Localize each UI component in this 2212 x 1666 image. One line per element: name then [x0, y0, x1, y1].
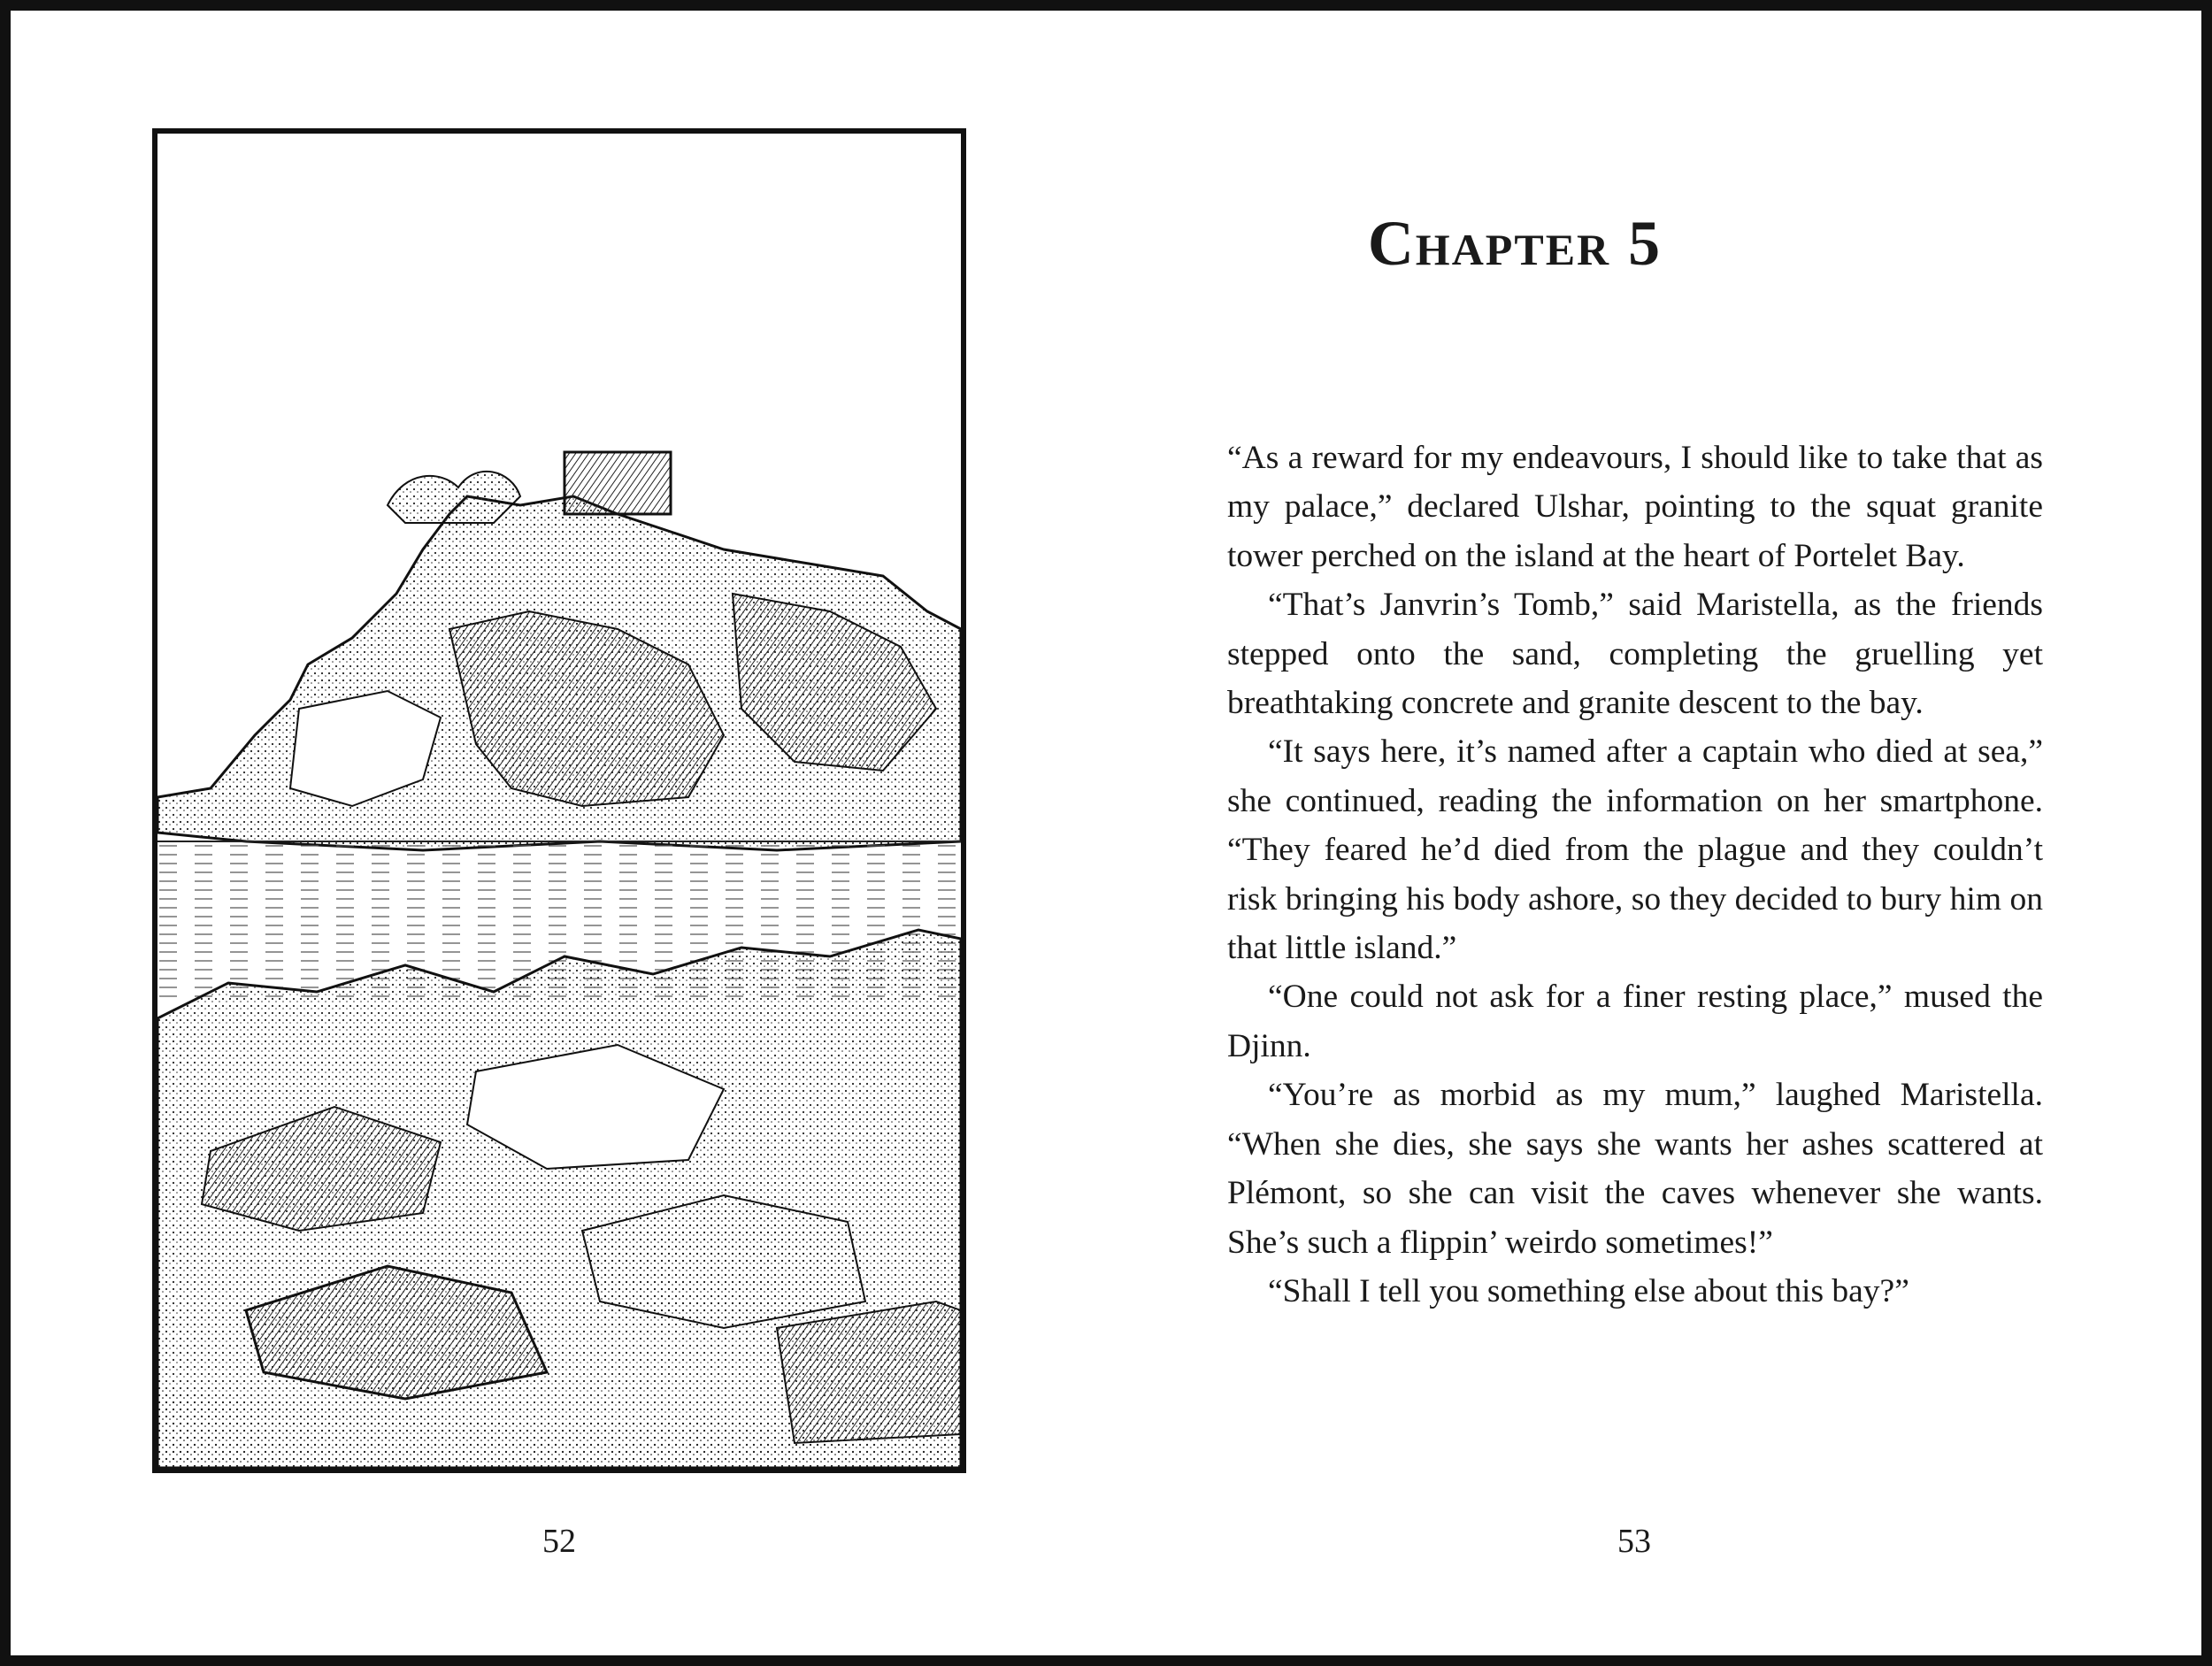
paragraph: “That’s Janvrin’s Tomb,” said Maristella, as the friends stepped onto the sand, completing the gruelling yet breathtaking concrete and granite descent to the bay. — [1227, 587, 2043, 722]
paragraph: “Shall I tell you something else about this bay?” — [1268, 1272, 1909, 1309]
page-number-right: 53 — [1617, 1523, 1651, 1560]
paragraph: “As a reward for my endeavours, I should like to take that as my palace,” declared Ulshar, pointing to the squat granite tower perched on the island at the heart of Portelet Bay. — [1227, 440, 2043, 574]
paragraph: “You’re as morbid as my mum,” laughed Maristella. “When she dies, she says she wants her ashes scattered at Plémont, so she can visit the caves whenever she wants. She’s such a flippin’ weirdo sometimes!” — [1227, 1077, 2043, 1261]
page-number-left: 52 — [542, 1523, 576, 1560]
chapter-title: Chapter 5 — [1367, 208, 1663, 279]
granite-tower — [565, 452, 671, 514]
chapter-body — [1227, 434, 2043, 1316]
paragraph: “One could not ask for a finer resting place,” mused the Djinn. — [1227, 979, 2043, 1064]
ink-drawing — [157, 134, 961, 1468]
island-illustration — [152, 128, 966, 1473]
paragraph: “It says here, it’s named after a captain who died at sea,” she continued, reading the information on her smartphone. “They feared he’d died from the plague and they couldn’t risk bringing his body ashore, so they decided to bury him on that little island.” — [1227, 733, 2043, 967]
